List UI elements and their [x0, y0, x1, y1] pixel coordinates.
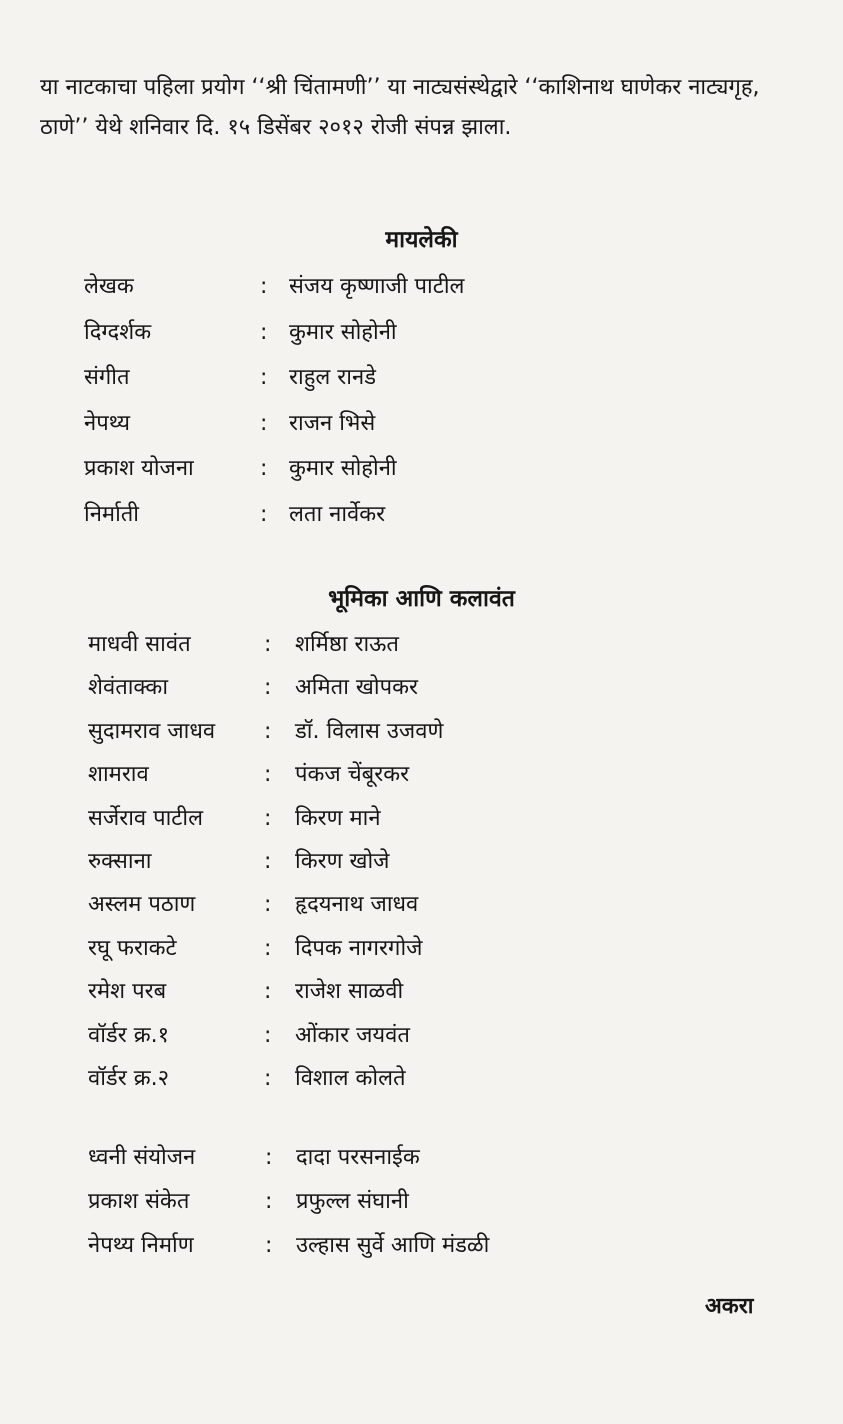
- crew-role: नेपथ्य: [84, 410, 130, 436]
- crew-name: लता नार्वेकर: [289, 501, 386, 527]
- crew-name: कुमार सोहोनी: [289, 319, 397, 345]
- separator-colon: :: [264, 718, 272, 744]
- technical-role: नेपथ्य निर्माण: [88, 1233, 194, 1258]
- character-name: रमेश परब: [88, 979, 167, 1005]
- cast-row: [84, 927, 764, 970]
- separator-colon: :: [264, 762, 272, 788]
- crew-row: [84, 355, 764, 401]
- actor-name: डॉ. विलास उजवणे: [295, 718, 444, 744]
- separator-colon: :: [264, 979, 272, 1005]
- technical-row: [84, 1136, 764, 1180]
- technical-crew-list: [84, 1136, 764, 1268]
- separator-colon: :: [264, 848, 272, 874]
- separator-colon: :: [260, 456, 268, 481]
- character-name: सर्जेराव पाटील: [88, 805, 204, 831]
- technical-name: दादा परसनाईक: [296, 1145, 420, 1170]
- cast-row: [84, 753, 764, 796]
- character-name: रुक्साना: [88, 848, 152, 874]
- actor-name: हृदयनाथ जाधव: [295, 892, 419, 918]
- actor-name: दिपक नागरगोजे: [295, 935, 423, 961]
- character-name: रघू फराकटे: [88, 935, 177, 961]
- separator-colon: :: [264, 892, 272, 918]
- actor-name: किरण माने: [295, 805, 381, 831]
- cast-row: [84, 883, 764, 926]
- intro-paragraph: या नाटकाचा पहिला प्रयोग ‘‘श्री चिंतामणी’’ या नाट्यसंस्थेद्वारे ‘‘काशिनाथ घाणेकर नाट्यगृह, ठाणे’’ येथे शनिवार दि. १५ डिसेंबर २०१२ रोजी संपन्न झाला.: [40, 75, 760, 140]
- separator-colon: :: [265, 1233, 273, 1258]
- crew-name: राहुल रानडे: [289, 365, 376, 390]
- cast-row: [84, 970, 764, 1013]
- technical-name: उल्हास सुर्वे आणि मंडळी: [296, 1233, 490, 1258]
- technical-row: [84, 1180, 764, 1224]
- crew-name: कुमार सोहोनी: [289, 456, 397, 481]
- character-name: वॉर्डर क्र.२: [88, 1065, 170, 1091]
- actor-name: अमिता खोपकर: [295, 675, 418, 701]
- actor-name: राजेश साळवी: [295, 979, 404, 1005]
- cast-row: [84, 1014, 764, 1057]
- separator-colon: :: [264, 1065, 272, 1091]
- crew-role: संगीत: [84, 365, 130, 390]
- technical-role: ध्वनी संयोजन: [88, 1145, 196, 1170]
- crew-list: [84, 264, 764, 537]
- actor-name: ओंकार जयवंत: [295, 1022, 410, 1048]
- technical-row: [84, 1224, 764, 1268]
- separator-colon: :: [264, 935, 272, 961]
- crew-row: [84, 310, 764, 356]
- actor-name: शर्मिष्ठा राऊत: [295, 632, 399, 657]
- cast-row: [84, 710, 764, 753]
- separator-colon: :: [264, 675, 272, 701]
- crew-row: [84, 401, 764, 447]
- cast-list: [84, 623, 764, 1100]
- separator-colon: :: [265, 1145, 273, 1170]
- cast-row: [84, 623, 764, 666]
- actor-name: किरण खोजे: [295, 848, 390, 874]
- crew-name: राजन भिसे: [289, 410, 376, 436]
- crew-role: प्रकाश योजना: [84, 456, 194, 481]
- crew-row: [84, 446, 764, 492]
- separator-colon: :: [264, 805, 272, 831]
- cast-row: [84, 666, 764, 709]
- actor-name: विशाल कोलते: [295, 1065, 406, 1091]
- separator-colon: :: [260, 274, 268, 299]
- separator-colon: :: [260, 319, 268, 345]
- character-name: शामराव: [88, 762, 149, 788]
- character-name: वॉर्डर क्र.१: [88, 1022, 170, 1048]
- character-name: शेवंताक्का: [88, 675, 169, 701]
- separator-colon: :: [264, 1022, 272, 1048]
- crew-role: लेखक: [84, 274, 134, 299]
- separator-colon: :: [260, 365, 268, 390]
- crew-role: दिग्दर्शक: [84, 319, 152, 345]
- separator-colon: :: [260, 501, 268, 527]
- cast-heading: भूमिका आणि कलावंत: [328, 586, 515, 612]
- play-title: मायलेकी: [385, 227, 458, 253]
- character-name: माधवी सावंत: [88, 632, 191, 657]
- character-name: अस्लम पठाण: [88, 892, 196, 918]
- actor-name: पंकज चेंबूरकर: [295, 762, 410, 788]
- page-number: अकरा: [705, 1294, 754, 1319]
- technical-role: प्रकाश संकेत: [88, 1189, 190, 1214]
- crew-role: निर्माती: [84, 501, 140, 527]
- technical-name: प्रफुल्ल संघानी: [296, 1189, 409, 1214]
- cast-row: [84, 797, 764, 840]
- crew-name: संजय कृष्णाजी पाटील: [289, 274, 465, 299]
- crew-row: [84, 492, 764, 538]
- separator-colon: :: [265, 1189, 273, 1214]
- character-name: सुदामराव जाधव: [88, 718, 216, 744]
- cast-row: [84, 1057, 764, 1100]
- crew-row: [84, 264, 764, 310]
- separator-colon: :: [264, 632, 272, 657]
- cast-row: [84, 840, 764, 883]
- separator-colon: :: [260, 410, 268, 436]
